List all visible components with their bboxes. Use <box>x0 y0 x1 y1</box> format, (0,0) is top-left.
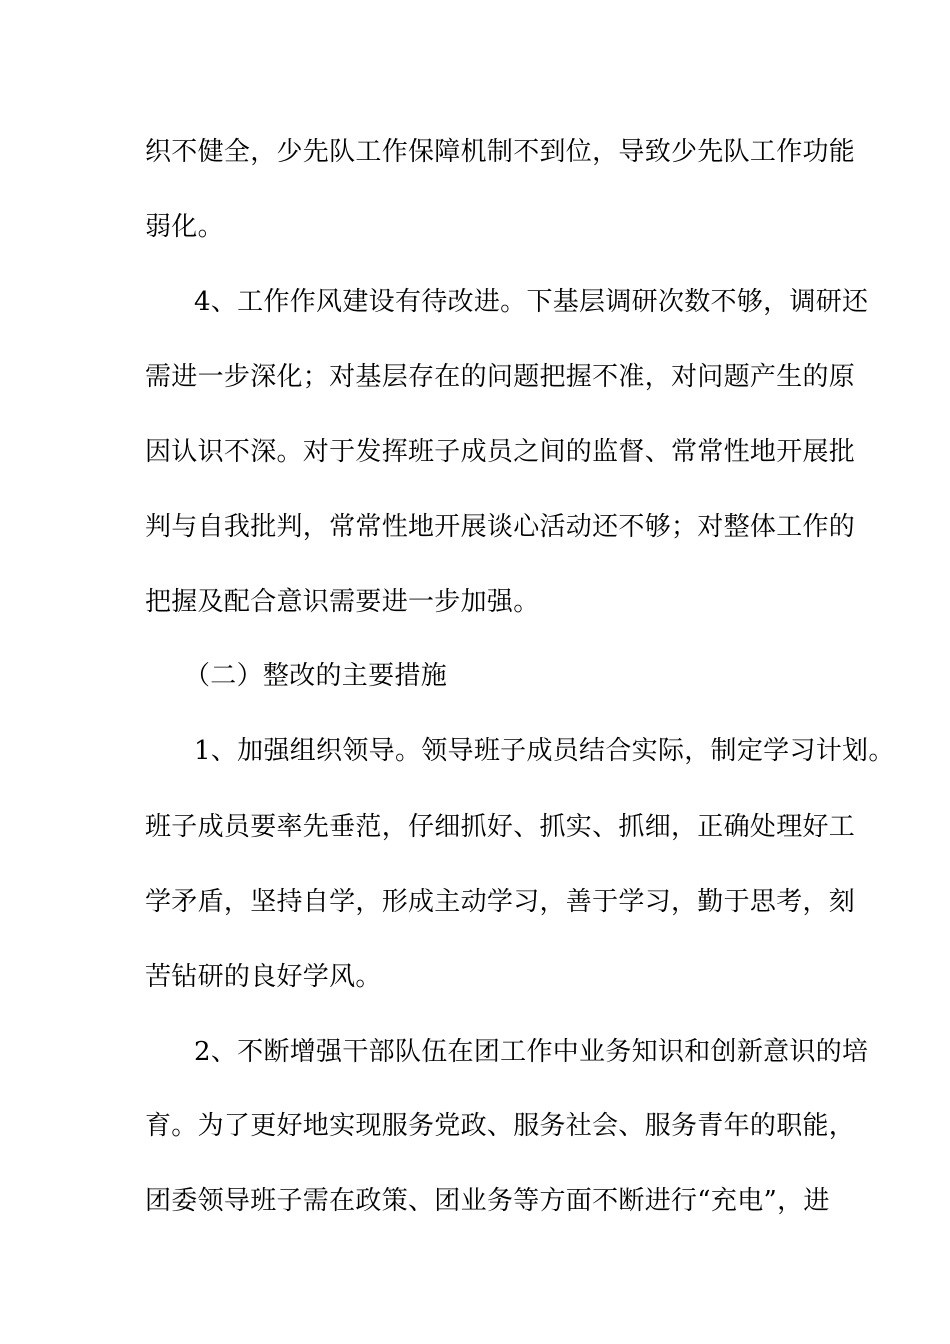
text-line: 团委领导班子需在政策、团业务等方面不断进行“充电”，进 <box>145 1186 830 1216</box>
section-heading: （二）整改的主要措施 <box>184 661 448 691</box>
text-line: 织不健全，少先队工作保障机制不到位，导致少先队工作功能 <box>145 137 856 167</box>
text-line: 学矛盾，坚持自学，形成主动学习，善于学习，勤于思考，刻 <box>145 887 856 917</box>
text-line: 需进一步深化；对基层存在的问题把握不准，对问题产生的原 <box>145 362 856 392</box>
paragraph-1-start: 1、加强组织领导。领导班子成员结合实际，制定学习计划。 <box>194 736 895 766</box>
paragraph-2-start: 2、不断增强干部队伍在团工作中业务知识和创新意识的培 <box>194 1037 869 1067</box>
text-line: 班子成员要率先垂范，仔细抓好、抓实、抓细，正确处理好工 <box>145 812 856 842</box>
text-line: 因认识不深。对于发挥班子成员之间的监督、常常性地开展批 <box>145 437 856 467</box>
text-line: 弱化。 <box>145 212 224 242</box>
paragraph-4-start: 4、工作作风建设有待改进。下基层调研次数不够，调研还 <box>194 287 869 317</box>
text-line: 苦钻研的良好学风。 <box>145 962 382 992</box>
text-line: 把握及配合意识需要进一步加强。 <box>145 587 540 617</box>
text-line: 育。为了更好地实现服务党政、服务社会、服务青年的职能， <box>145 1111 856 1141</box>
text-line: 判与自我批判，常常性地开展谈心活动还不够；对整体工作的 <box>145 512 856 542</box>
